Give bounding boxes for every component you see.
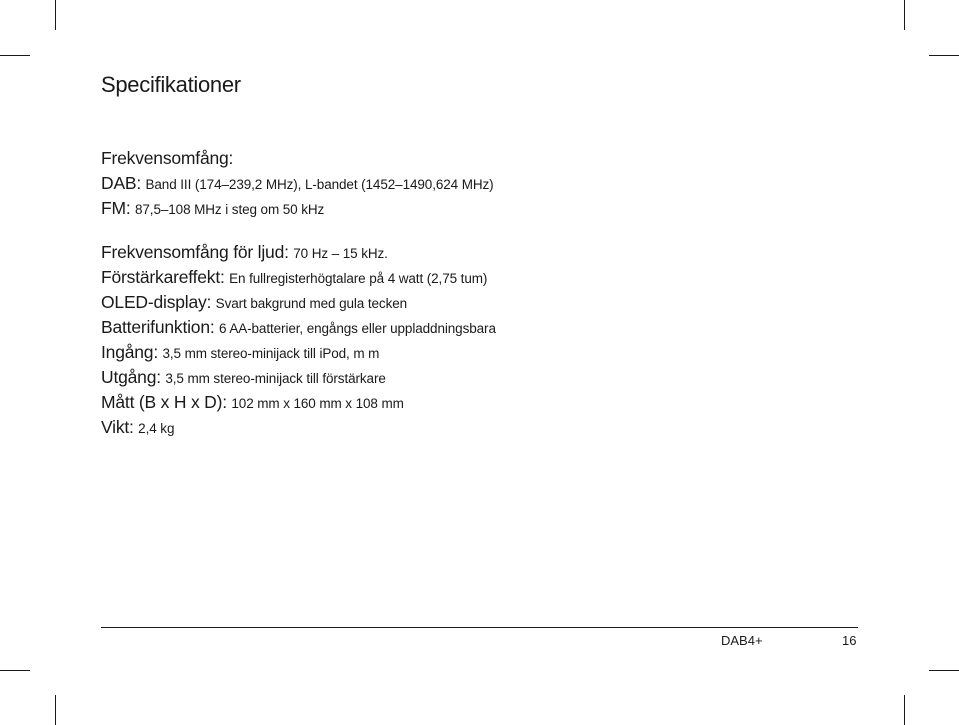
page-number: 16 [842,633,857,648]
spec-dimensions [101,394,404,412]
crop-mark-bottom-right [904,695,905,725]
spec-amplifier-power [101,269,487,287]
spec-weight [101,419,174,437]
spec-input [101,344,379,362]
spec-battery [101,319,496,337]
crop-mark-right-bottom [929,670,959,671]
page-title: Specifikationer [101,72,241,97]
spec-audio-range [101,244,388,262]
spec-fm [101,200,324,218]
spec-label: OLED-display: [101,292,212,312]
spec-label: Frekvensomfång: [101,148,234,168]
spec-label: Mått (B x H x D): [101,392,227,412]
spec-label: Vikt: [101,417,134,437]
spec-value: 87,5–108 MHz i steg om 50 kHz [134,202,325,217]
footer-product-name: DAB4+ [721,633,763,648]
spec-label: Frekvensomfång för ljud: [101,242,289,262]
spec-dab [101,175,494,193]
footer-divider [101,627,858,628]
spec-value: Svart bakgrund med gula tecken [215,296,408,311]
spec-label: DAB: [101,173,142,193]
spec-value: 6 AA-batterier, engångs eller uppladdningsbara [219,321,496,336]
spec-value: Band III (174–239,2 MHz), L-bandet (1452–1490,624 MHz) [145,177,494,192]
spec-value: 2,4 kg [138,421,175,436]
spec-value: En fullregisterhögtalare på 4 watt (2,75 tum) [229,271,488,286]
crop-mark-left-top [0,55,30,56]
spec-frequency-range [101,150,233,168]
crop-mark-top-left [55,0,56,30]
spec-label: Utgång: [101,367,161,387]
spec-label: FM: [101,198,131,218]
spec-value: 3,5 mm stereo-minijack till förstärkare [165,371,386,386]
spec-label: Ingång: [101,342,158,362]
crop-mark-bottom-left [55,695,56,725]
crop-mark-top-right [904,0,905,30]
spec-output [101,369,386,387]
spec-value: 70 Hz – 15 kHz. [293,246,388,261]
spec-label: Batterifunktion: [101,317,215,337]
spec-value: 3,5 mm stereo-minijack till iPod, m m [162,346,380,361]
spec-label: Förstärkareffekt: [101,267,225,287]
crop-mark-right-top [929,55,959,56]
crop-mark-left-bottom [0,670,30,671]
spec-oled-display [101,294,407,312]
spec-value: 102 mm x 160 mm x 108 mm [231,396,404,411]
